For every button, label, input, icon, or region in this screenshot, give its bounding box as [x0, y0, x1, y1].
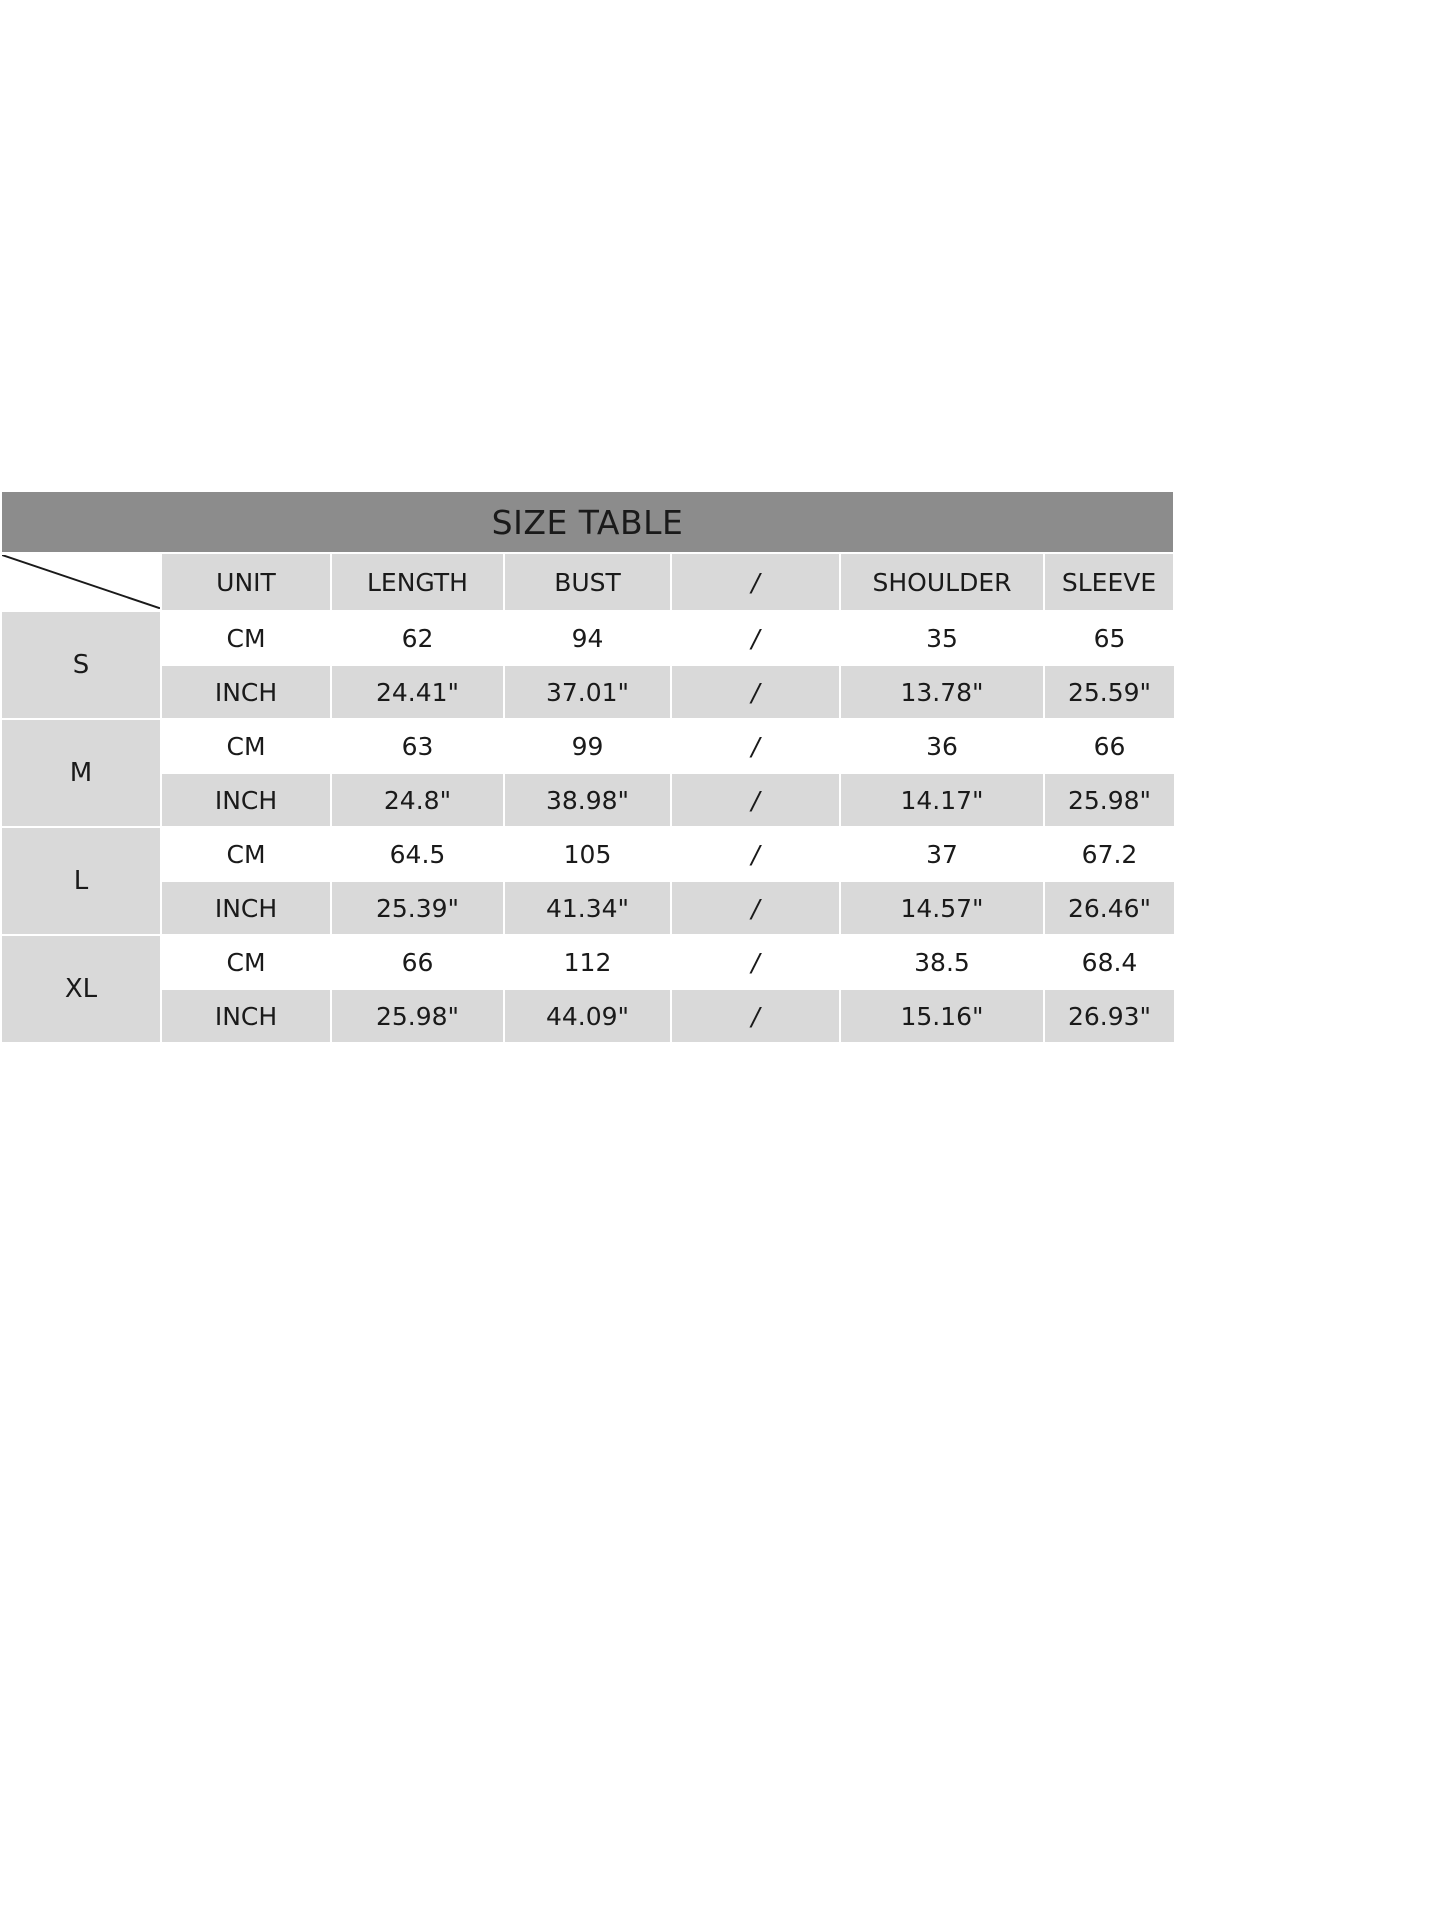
value-bust: 37.01": [504, 665, 671, 719]
column-header-unit: UNIT: [161, 553, 331, 611]
size-label-m: M: [1, 719, 161, 827]
value-bust: 112: [504, 935, 671, 989]
size-label-l: L: [1, 827, 161, 935]
value-bust: 94: [504, 611, 671, 665]
value-length: 24.41": [331, 665, 504, 719]
table-row: [1, 719, 1174, 773]
column-header-slash: /: [671, 553, 840, 611]
value-sleeve: 25.98": [1044, 773, 1174, 827]
size-table-container: [0, 490, 1173, 1044]
value-shoulder: 15.16": [840, 989, 1044, 1043]
value-sleeve: 67.2: [1044, 827, 1174, 881]
value-length: 66: [331, 935, 504, 989]
corner-diagonal-cell: [1, 553, 161, 611]
unit-cell: INCH: [161, 665, 331, 719]
value-slash: /: [671, 827, 840, 881]
value-shoulder: 36: [840, 719, 1044, 773]
table-title: SIZE TABLE: [1, 491, 1174, 553]
column-header-sleeve: SLEEVE: [1044, 553, 1174, 611]
value-slash: /: [671, 881, 840, 935]
value-slash: /: [671, 773, 840, 827]
value-length: 24.8": [331, 773, 504, 827]
column-header-bust: BUST: [504, 553, 671, 611]
size-label-xl: XL: [1, 935, 161, 1043]
column-header-shoulder: SHOULDER: [840, 553, 1044, 611]
value-slash: /: [671, 719, 840, 773]
value-length: 62: [331, 611, 504, 665]
value-length: 25.39": [331, 881, 504, 935]
unit-cell: INCH: [161, 773, 331, 827]
value-bust: 99: [504, 719, 671, 773]
value-slash: /: [671, 611, 840, 665]
value-sleeve: 65: [1044, 611, 1174, 665]
unit-cell: INCH: [161, 989, 331, 1043]
diagonal-line-icon: [2, 555, 160, 608]
value-shoulder: 38.5: [840, 935, 1044, 989]
value-bust: 105: [504, 827, 671, 881]
value-bust: 41.34": [504, 881, 671, 935]
value-shoulder: 35: [840, 611, 1044, 665]
value-slash: /: [671, 665, 840, 719]
value-bust: 38.98": [504, 773, 671, 827]
value-shoulder: 13.78": [840, 665, 1044, 719]
value-sleeve: 26.93": [1044, 989, 1174, 1043]
column-header-length: LENGTH: [331, 553, 504, 611]
value-sleeve: 68.4: [1044, 935, 1174, 989]
value-sleeve: 25.59": [1044, 665, 1174, 719]
value-shoulder: 14.17": [840, 773, 1044, 827]
unit-cell: CM: [161, 827, 331, 881]
value-sleeve: 26.46": [1044, 881, 1174, 935]
value-length: 25.98": [331, 989, 504, 1043]
value-shoulder: 14.57": [840, 881, 1044, 935]
value-slash: /: [671, 989, 840, 1043]
value-bust: 44.09": [504, 989, 671, 1043]
size-label-s: S: [1, 611, 161, 719]
table-row: [1, 989, 1174, 1043]
value-sleeve: 66: [1044, 719, 1174, 773]
unit-cell: CM: [161, 935, 331, 989]
value-shoulder: 37: [840, 827, 1044, 881]
table-row: [1, 665, 1174, 719]
unit-cell: CM: [161, 611, 331, 665]
table-row: [1, 881, 1174, 935]
value-length: 64.5: [331, 827, 504, 881]
unit-cell: CM: [161, 719, 331, 773]
table-row: [1, 773, 1174, 827]
value-length: 63: [331, 719, 504, 773]
size-table: [0, 490, 1175, 1044]
table-header-row: [1, 553, 1174, 611]
table-title-row: [1, 491, 1174, 553]
value-slash: /: [671, 935, 840, 989]
table-row: [1, 827, 1174, 881]
table-row: [1, 935, 1174, 989]
unit-cell: INCH: [161, 881, 331, 935]
table-row: [1, 611, 1174, 665]
